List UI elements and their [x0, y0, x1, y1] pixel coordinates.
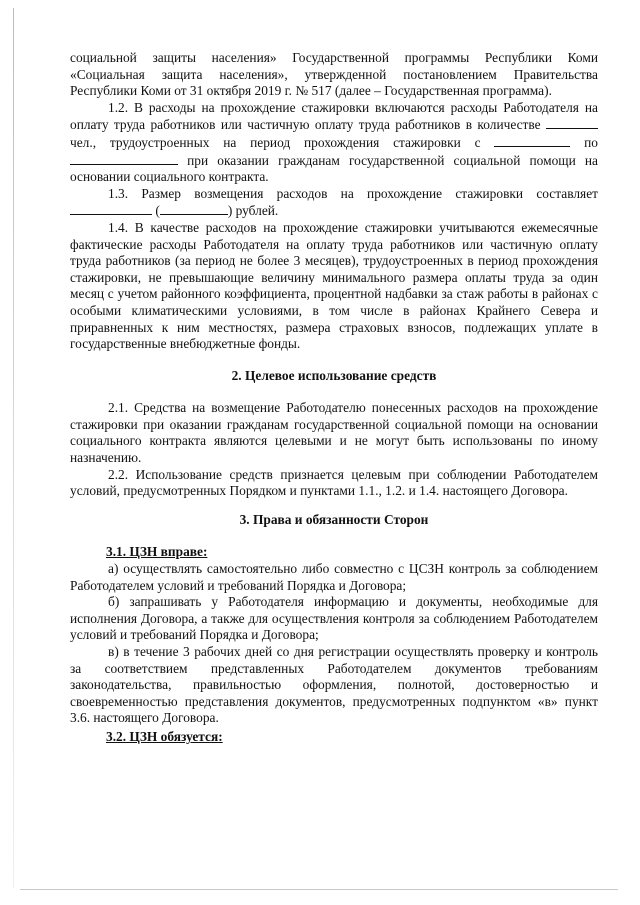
blank-date-to[interactable] [70, 152, 178, 165]
paragraph-1-3-text-b: ( [152, 203, 160, 219]
paragraph-1-2-text-b: чел., трудоустроенных на период прохождения стажировки с [70, 134, 495, 150]
paragraph-1-2-text-c: по [570, 134, 598, 150]
paragraph-3-1-b: б) запрашивать у Работодателя информацию и документы, необходимые для исполнения Договора, а также для осуществления контроля за соблюдением Работодателем условий и требований Порядка и Договора; [70, 594, 598, 643]
paragraph-2-1: 2.1. Средства на возмещение Работодателю понесенных расходов на прохождение стажировки при оказании гражданам государственной социальной помощи на основании социального контракта являются целевыми и не могут быть использованы по иному назначению. [70, 400, 598, 466]
paragraph-1-3-text-a: 1.3. Размер возмещения расходов на прохождение стажировки составляет [108, 185, 598, 201]
scan-edge-left [13, 8, 14, 888]
section-heading-3: 3. Права и обязанности Сторон [239, 511, 429, 527]
subsection-heading-3-2: 3.2. ЦЗН обязуется: [106, 728, 223, 744]
section-heading-2: 2. Целевое использование средств [231, 367, 437, 383]
paragraph-1-2-text-d: при оказании гражданам государственной социальной помощи на основании социального контракта. [70, 152, 598, 185]
paragraph-3-1-a: а) осуществлять самостоятельно либо совместно с ЦСЗН контроль за соблюдением Работодателем условий и требований Порядка и Договора; [70, 561, 598, 593]
paragraph-1-3 [70, 186, 598, 220]
blank-amount-number[interactable] [70, 202, 152, 215]
blank-workers-count[interactable] [546, 116, 598, 129]
paragraph-3-1-c: в) в течение 3 рабочих дней со дня регистрации осуществлять проверку и контроль за соответствием представленных Работодателем документов требованиям законодательства, правильностью оформления, полнотой, достоверностью и своевременностью представления документов, предусмотренных подпунктом «в» пункт 3.6. настоящего Договора. [70, 644, 598, 726]
paragraph-2-2: 2.2. Использование средств признается целевым при соблюдении Работодателем условий, предусмотренных Порядком и пунктами 1.1., 1.2. и 1.4. настоящего Договора. [70, 466, 598, 499]
document-body [70, 50, 598, 746]
blank-date-from[interactable] [494, 134, 570, 147]
paragraph-1-2-text-a: 1.2. В расходы на прохождение стажировки включаются расходы Работодателя на оплату труда работников или частичную оплату труда работников в количестве [70, 99, 598, 133]
paragraph-1-3-text-c: ) рублей. [227, 203, 279, 219]
paragraph-intro: социальной защиты населения» Государственной программы Республики Коми «Социальная защита населения», утвержденной постановлением Правительства Республики Коми от 31 октября 2019 г. № 517 (далее – Государственная программа). [70, 50, 598, 99]
paragraph-1-2 [70, 100, 598, 186]
paragraph-1-4: 1.4. В качестве расходов на прохождение стажировки учитываются ежемесячные фактические расходы Работодателя на оплату труда работников или частичную оплату труда работников (за период не более 3 месяцев), трудоустроенных в период прохождения стажировки, не превышающие величину минимального размера оплаты труда за один месяц с учетом районного коэффициента, процентной надбавки за стаж работы в районах с особыми климатическими условиями, в том числе в районах Крайнего Севера и приравненных к ним местностях, размера страховых взносов, подлежащих уплате в государственные внебюджетные фонды. [70, 219, 598, 352]
subsection-heading-3-1: 3.1. ЦЗН вправе: [106, 544, 208, 560]
blank-amount-words[interactable] [160, 202, 228, 215]
scan-edge-bottom [20, 889, 618, 890]
